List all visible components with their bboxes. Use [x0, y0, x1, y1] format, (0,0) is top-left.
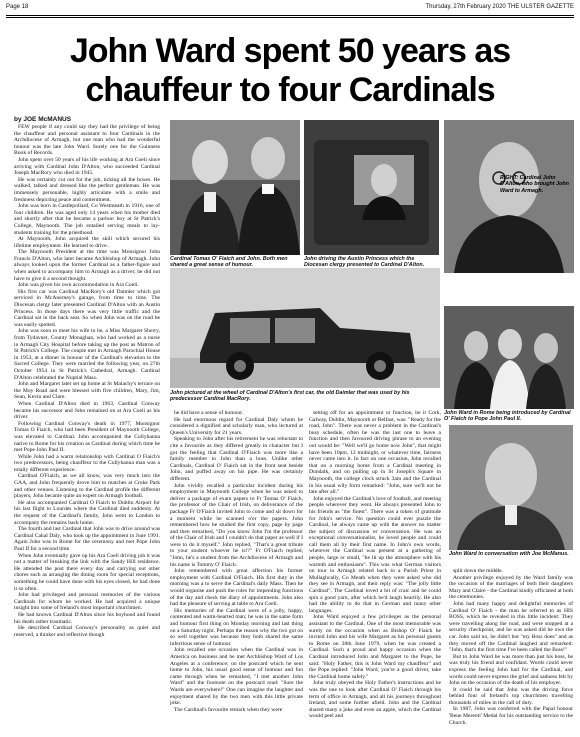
caption-photo-2: John driving the Austin Princess which the Diocesan clergy presented to Cardinal D'Alton. [304, 256, 425, 269]
article-column-3 [309, 410, 441, 727]
article-paragraph: FEW people if any could say they had the privilege of being the chauffeur and personal assistant to four Cardinals in the Archdiocese of Armagh, but one man who had the wonderful honour was the late John Ward. Surely one for the Guinness Book of Records. [14, 124, 160, 157]
caption-photo-3: RIGHT: Cardinal John D'Alton, who brought John Ward to Armagh. [500, 175, 569, 194]
article-paragraph: He had enormous regard for Cardinal Daly whom he considered a dignified and scholarly man, who lectured at Queen's University for 21 years. [170, 416, 303, 436]
article-paragraph: John had many happy and delightful memories of Cardinal O' Fiaich - the man he referred to as HIS BOSS, which he revealed in this little incident: They were travelling along the road, and were stopped at a security checkpoint, and he was asked did he own the car. John said no, he didn't but "my Boss does" and as they moved off the Cardinal laughed and remarked: "John, that's the first time I've been called the Boss!" [449, 600, 573, 654]
header-rule-2 [6, 17, 574, 18]
article-paragraph: Speaking to John after his retirement he was reluctant to cite a favourite as they differed greatly in character but I got the feeling that Cardinal O'Fiaich was more like a family member to John than a boss. Unlike other Cardinals, Cardinal O' Fiaich sat in the front seat beside John, and puffed away on his pipe. He was certainly different. [170, 436, 303, 482]
article-paragraph: John vividly recalled a particular incident during his employment in Maynooth College when he was asked to deliver a package of exam papers to Fr Tomas O' Fiaich, the professor of the Chair of Irish, on deliverance of the package Fr O'Fiaich invited John to come and sit down for a moment while he scanned o'er the papers. John remembered how he studied the first copy, page by page and then remarked, "Do you know John I'm the professor of the Chair of Irish and I couldn't do that paper as well if I were to do it myself." John replied, "That's a great tribute to your student whoever he is!?" Fr O'Fiaich replied, "John, he's a student from the Archdiocese of Armagh and his name is Tommy O' Fiaich. [170, 482, 303, 568]
photo-john-with-pope [444, 306, 574, 409]
headline-line-1: John Ward spent 50 years as [69, 32, 511, 70]
article-paragraph: He had known Cardinal D'Alton since his boyhood and found his death rather traumatic. [14, 611, 160, 625]
photo-daimler-car [170, 268, 440, 388]
page-number: Page 18 [6, 4, 29, 10]
article-paragraph: John truly obeyed the Holy Father's instructions and he was the one to look after Cardinal O' Fiaich through his term of office in Armagh, and all his journeys throughout Ireland, and some further afield. John and the Cardinal shared many a joke and even an apple, which the Cardinal would peel and [309, 680, 441, 720]
article-paragraph: The Maynooth President at the time was Monsignor John Francis D'Alton, who later became Archbishop of Armagh. John always looked upon the former Cardinal as a father-figure and when asked to accompany him to Armagh as a driver, he did not have to give it a second thought. [14, 249, 160, 282]
article-paragraph: John and Margaret later set up home at St Malachy's terrace on the Moy Road and were blessed with five children, Mary, Jim, Sean, Kevin and Clare. [14, 381, 160, 401]
caption-photo-6: John Ward in conversation with Joe McManus. [449, 551, 569, 557]
article-paragraph: It could be said that John was the driving force behind four of Ireland's top churchmen travelling thousands of miles in the call of duty. [449, 686, 573, 706]
article-paragraph: John was born in Castlepollard, Co Westmeath in 1916, one of four children. He was aged only 14 years when his mother died and shortly after that he became a parlour boy at St Patrick's College, Maynooth. The job entailed serving meals to lay-students training for the priesthood. [14, 203, 160, 236]
caption-photo-1: Cardinal Tomas O' Fiaich and John. Both men shared a great sense of humour. [170, 256, 288, 269]
article-paragraph: When Cardinal D'Alton died in 1963, Cardinal Conway became his successor and John remained on at Ara Coeli as his driver. [14, 400, 160, 421]
article-paragraph: While John had a warm relationship with Cardinal O Fiaich's two predecessors, being chauffeur to the Cullyhanna man was a totally different experience. [14, 453, 160, 473]
article-paragraph: John was given his own accommodation in Ara Coeli. [18, 282, 139, 289]
article-paragraph: John remembered with great affection his former employment with Cardinal O'Fiaich. His first duty in the morning was a to serve the Cardinal's daily Mass. Then he would organise and push the roles for impending functions of the day and check the diary of appointments. John also had the pleasure of serving at table to Ara Coeli. [170, 568, 303, 608]
article-paragraph: He also accompanied Cardinal O Fiaich to Dublin Airport for his last flight to Lourdes where the Cardinal died suddenly. At the request of the Cardinal's family, John went to London to accompany the remains back home. [14, 499, 160, 526]
article-paragraph: His memories of the Cardinal were of a jolly, happy, contented and warm-hearted man; he was in the same form and humour first thing on Monday morning and last thing on a Saturday night. Perhaps the reason why the two got on so well together was because they both shared the same infectious sense of humour. [170, 607, 303, 647]
article-paragraph: Another privilege enjoyed by the Ward family was the occasion of the marriages of both their daughters Mary and Claire - the Cardinal kindly officiated at both the ceremonies. [449, 574, 573, 601]
headline-line-2: chauffeur to four Cardinals [85, 71, 495, 109]
photo-cardinal-dalton [444, 120, 574, 273]
article-paragraph: John was soon to meet his wife to be, a Miss Margaret Sherry, from Tydavnet, County Monaghan, who had worked as a nurse in Armagh City Hospital before taking up the post as Matron of St Patrick's College. The couple met in Armagh Parochial House in 1953, at a dinner in honour of the Cardinal's elevation to the Sacred College. They were married the following year, on 27th October 1954 in St Patrick's Cathedral, Armagh. Cardinal D'Alton celebrated the Nuptial Mass. [14, 328, 160, 381]
article-paragraph: John Ward enjoyed a few privileges as the personal assistant to the Cardinal. One of the most memorable was surely on the occasion when as Bishop O' Fiaich he invited John and his wife Margaret as his personal guests to Rome on 30th June 1979, when he was created a Cardinal. Such a proud and happy occasion when the Cardinal introduced John and Margaret to the Pope, he said: "Holy Father, this is John Ward my chauffeur" and the Pope replied: "John Ward, you're a good driver, take the Cardinal home safely." [309, 614, 441, 680]
article-paragraph: he did have a sense of humour. [174, 410, 244, 416]
article-paragraph: When John eventually gave up his Ara Coeli driving job it was not a matter of breaking the link with the Sandy Hill residence. He attended the post there every day and carrying out other chores such as arranging the dining room for special receptions, something he could have done with his eyes closed, he had done it so often. [14, 552, 160, 592]
article-paragraph: setting off for an appointment or function, be it Cork, Galway, Dublin, Maynooth or Belfast, was: "Ready for the road, John". There was never a problem in the Cardinal's busy schedule, often he was the last one to leave a function and then favoured driving phrase to an evening out would be: "Well we'll go home now John", that might have been 10pm, 12 midnight, or whatever time, fairness never came into it. In fact on one occasion, John recalled that on a morning home from a Cardinal meeting in Dundalk, and on pulling up in St Joseph's Square in Maynooth, the college clock struck 3am and the Cardinal in his usual wily form remarked: "John, sure we'll not be late after all." [309, 410, 441, 496]
photo-john-driving [304, 120, 439, 255]
header-rule [6, 15, 574, 16]
byline: by JOE McMANUS [14, 116, 72, 123]
caption-photo-4: John pictured at the wheel of Cardinal D'Alton's first car, the old Daimler that was used by his predecessor Cardinal MacRory. [170, 390, 410, 403]
article-paragraph: John recalled one occasion when the Cardinal was in America on business and he met Archbishop Ward of Los Angeles at a conference; on the postcard which he sent home to John, his usual good sense of humour and fun came through when he remarked, "I met another John Ward" and the footnote on the postcard read: "Sure the Wards are everywhere!" One can imagine the laughter and enjoyment shared by the two men with this little private joke. [170, 647, 303, 707]
article-column-2 [170, 410, 303, 727]
article-paragraph: In 1987, John was conferred with the Papal honour 'Bene Merenti' Medal for his outstanding service to the Church. [449, 706, 573, 726]
article-paragraph: The fourth and last Cardinal that John was to drive around was Cardinal Cahal Daly, who took up the appointment in June 1991. Again John was in Rome for the ceremony and met Pope John Paul II for a second time. [14, 526, 160, 552]
article-paragraph: At Maynooth, John acquired the skill which secured his lifetime employment. He learned to drive. [14, 236, 160, 249]
article-paragraph: His first car was Cardinal MacRory's old Daimler which got serviced in McAnerney's garage, from time to time. The Diocesan clergy later presented Cardinal D'Alton with an Austin Princess. In those days there was very little traffic and the Cardinal sat in the back seat. So when John was on the road he was easily spotted. [14, 288, 160, 328]
article-paragraph: The Cardinal's favourite remark when they were [174, 706, 283, 713]
article-paragraph: Cardinal O'Fiaich, as we all know, was very much into the GAA, and John frequently drove him to matches at Croke Park and other venues. Listening to the Cardinal profile the different players, John became quite an expert on Armagh football. [14, 473, 160, 500]
article-paragraph: John enjoyed the Cardinal's love of football, and meeting people wherever they went. He always presented John to his friends as "the finest". There was a token of gratitude for John's service. No question could ever puzzle the Cardinal, he always came up with the answer no matter the subject of discussion or conversation. He was an exceptional conversationalist, he loved people and could call them all by their first name. In John's own words, wherever the Cardinal was present at a gathering of people, large or small, "he lit up the atmosphere with his warmth and enthusiasm". This was what German visitors on tour in Armagh related back to a Parish Priest in Mullaghcally, Co Meath when they were asked who did they see in Armagh, and their reply was: "The jolly little Cardinal". The Cardinal loved a bit of craic and he could spin a good yarn, after which he'd laugh heartily. He also had the ability to do that in German and many other languages. [309, 495, 441, 614]
article-paragraph: John had privileged and personal memories of the various Cardinals for whom he worked. He had acquired a unique insight into some of Ireland's most important churchmen. [14, 592, 160, 612]
page-header [6, 4, 574, 14]
issue-date: Thursday, 27th February 2020 THE ULSTER GAZETTE [425, 4, 574, 10]
article-paragraph: Following Cardinal Conway's death in 1977, Monsignor Tomas O Fiaich, who had been President of Maynooth College, was elevated to Cardinal. John accompanied the Cullyhanna native to Rome for his creation as Cardinal during which time he met Pope John Paul II. [14, 420, 160, 454]
photo-cardinal-and-john [170, 120, 300, 255]
article-paragraph: He described Cardinal Conway's personality as quiet and reserved, a thinker and reflective though [14, 625, 160, 638]
article-paragraph: John spent over 50 years of his life working at Ara Coeli since arriving with Cardinal John D'Alton, who succeeded Cardinal Joseph MacRory who died in 1945. [14, 156, 160, 177]
article-column-4 [449, 568, 573, 727]
article-column-1 [14, 124, 160, 727]
caption-photo-5: John Ward in Rome being introduced by Cardinal O' Fiaich to Pope John Paul II. [444, 410, 571, 423]
article-paragraph: split down the middle. [453, 568, 504, 574]
article-paragraph: But to John Ward he was more than just his boss, he was truly his friend and confidant. Words could never express the feeling John had for the Cardinal, and words could never express the grief and sadness felt by John on the occasion of the death of his employer. [449, 653, 573, 687]
article-paragraph: He was certainly cut out for the job, ticking all the boxes. He walked, talked and dressed like the perfect gentleman. He was immensely personable, highly articulate with a smile and freshness depicting peace and contentment. [14, 176, 160, 203]
photo-john-ward-conversation [449, 425, 573, 550]
